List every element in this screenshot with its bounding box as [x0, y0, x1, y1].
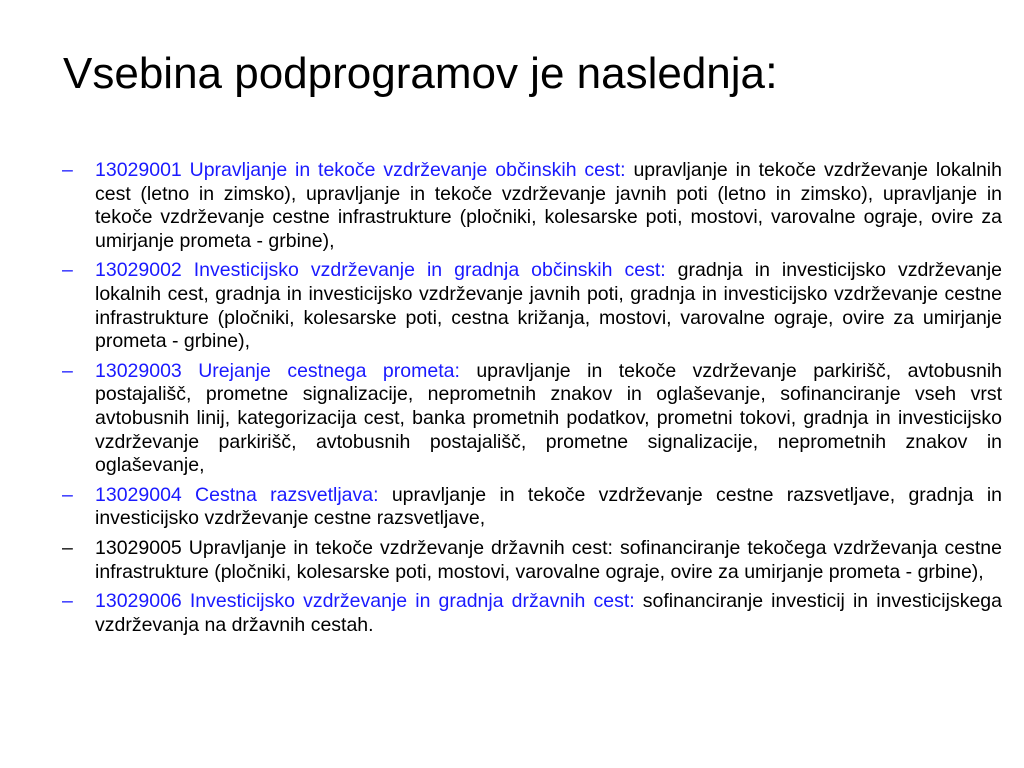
bullet-lead: 13029002 Investicijsko vzdrževanje in gradnja občinskih cest:: [95, 259, 666, 282]
bullet-lead: 13029003 Urejanje cestnega prometa:: [95, 359, 460, 382]
bullet-item-13029006: [62, 590, 1002, 637]
bullet-dash: –: [62, 359, 73, 382]
bullet-dash: –: [62, 483, 73, 506]
bullet-list: [62, 159, 1002, 643]
bullet-body: sofinanciranje investicij in investicijskega vzdrževanja na državnih cestah.: [95, 590, 1002, 636]
bullet-item-13029001: [62, 159, 1002, 253]
bullet-lead: 13029004 Cestna razsvetljava:: [95, 483, 379, 506]
slide-title-colon: :: [765, 46, 778, 98]
bullet-item-13029003: [62, 360, 1002, 478]
bullet-body: upravljanje in tekoče vzdrževanje cestne razsvetljave, gradnja in investicijsko vzdrževanje cestne razsvetljave,: [95, 483, 1002, 530]
slide-title-text: Vsebina podprogramov je naslednja: [63, 49, 766, 98]
bullet-item-13029004: [62, 484, 1002, 531]
bullet-dash: –: [62, 259, 73, 282]
bullet-dash: –: [62, 590, 73, 613]
bullet-dash: –: [62, 536, 73, 559]
bullet-item-13029005: [62, 537, 1002, 584]
slide-title: [63, 44, 778, 102]
bullet-body: upravljanje in tekoče vzdrževanje parkirišč, avtobusnih postajališč, prometne signalizacije, neprometnih znakov in oglaševanje, sofinanciranje vseh vrst avtobusnih linij, kategorizacija cest, banka prometnih podatkov, prometni tokovi, gradnja in investicijsko vzdrževanje parkirišč, avtobusnih postajališč, prometne signalizacije, neprometnih znakov in oglaševanje,: [95, 359, 1002, 477]
bullet-lead: 13029001 Upravljanje in tekoče vzdrževanje občinskih cest:: [95, 159, 626, 181]
bullet-lead: 13029006 Investicijsko vzdrževanje in gradnja državnih cest:: [95, 590, 635, 613]
bullet-body: gradnja in investicijsko vzdrževanje lokalnih cest, gradnja in investicijsko vzdrževanje javnih poti, gradnja in investicijsko vzdrževanje cestne infrastrukture (pločniki, kolesarske poti, cestna križanja, mostovi, varovalne ograje, ovire za umirjanje prometa - grbine),: [95, 259, 1003, 353]
bullet-body: upravljanje in tekoče vzdrževanje lokalnih cest (letno in zimsko), upravljanje in tekoče vzdrževanje javnih poti (letno in zimsko), upravljanje in tekoče vzdrževanje cestne infrastrukture (pločniki, kolesarske poti, mostovi, varovalne ograje, ovire za umirjanje prometa - grbine),: [95, 159, 1002, 252]
bullet-dash: –: [62, 159, 73, 181]
bullet-body: 13029005 Upravljanje in tekoče vzdrževanje državnih cest: sofinanciranje tekočega vzdrževanja cestne infrastrukture (pločniki, kolesarske poti, mostovi, varovalne ograje, ovire za umirjanje prometa - grbine),: [95, 536, 1002, 583]
bullet-item-13029002: [62, 259, 1002, 353]
